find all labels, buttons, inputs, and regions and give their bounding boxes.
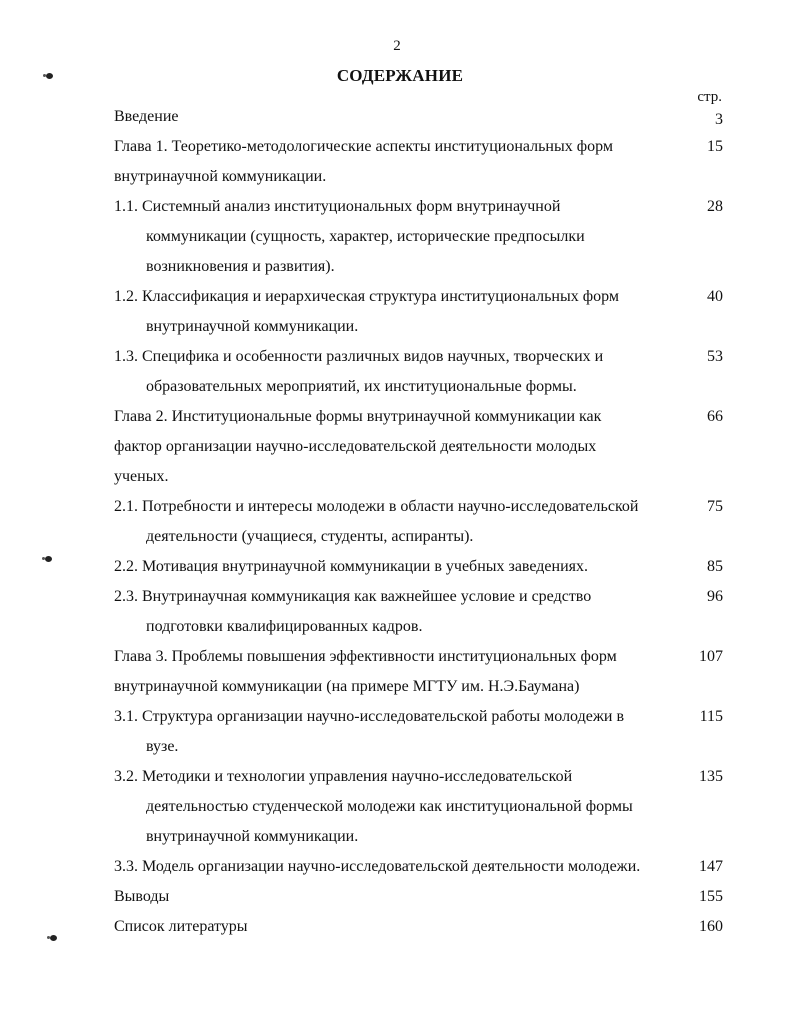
toc-entry-title: 1.3. Специфика и особенности различных видов научных, творческих и образовательных мероприятий, их институциональные формы. <box>114 348 604 395</box>
toc-entry-references <box>114 912 726 942</box>
page-number: 2 <box>393 38 401 54</box>
toc-entry-title: 3.1. Структура организации научно-исследовательской работы молодежи в вузе. <box>114 708 625 755</box>
toc-entry-page: 155 <box>699 888 723 905</box>
toc-entry-title: Глава 2. Институциональные формы внутринаучной коммуникации как фактор организации научно-исследовательской деятельности молодых ученых. <box>114 408 602 485</box>
toc-entry-title: 1.2. Классификация и иерархическая структура институциональных форм внутринаучной коммуникации. <box>114 288 619 335</box>
toc-entry-title: Список литературы <box>114 918 248 935</box>
toc-entry-title: 2.3. Внутринаучная коммуникация как важнейшее условие и средство подготовки квалифицированных кадров. <box>114 588 592 635</box>
toc-entry-introduction <box>114 102 726 132</box>
scan-hole-mark <box>46 73 53 79</box>
toc-entry-title: 2.2. Мотивация внутринаучной коммуникации в учебных заведениях. <box>114 558 588 575</box>
toc-entry-page: 115 <box>699 708 723 725</box>
toc-entry-title: 1.1. Системный анализ институциональных форм внутринаучной коммуникации (сущность, характер, исторические предпосылки возникновения и развития). <box>114 198 585 275</box>
toc-entry-title: Глава 3. Проблемы повышения эффективности институциональных форм внутринаучной коммуникации (на примере МГТУ им. Н.Э.Баумана) <box>114 648 617 695</box>
toc-entry-section-3-3 <box>114 852 726 882</box>
toc-entry-conclusions <box>114 882 726 912</box>
toc-entry-page: 3 <box>715 111 723 128</box>
toc-entry-page: 15 <box>707 138 723 155</box>
scan-hole-mark <box>45 556 52 562</box>
toc-entry-section-3-2 <box>114 762 726 852</box>
page-title: СОДЕРЖАНИЕ <box>336 66 464 85</box>
toc-entry-page: 147 <box>699 858 723 875</box>
toc-entry-page: 53 <box>707 348 723 365</box>
toc-entry-page: 85 <box>707 558 723 575</box>
toc-entry-page: 107 <box>699 648 723 665</box>
toc-entry-section-1-2 <box>114 282 726 342</box>
toc-entry-title: Глава 1. Теоретико-методологические аспекты институциональных форм внутринаучной коммуникации. <box>114 138 613 185</box>
toc-entry-section-2-2 <box>114 552 726 582</box>
toc-entry-section-2-1 <box>114 492 726 552</box>
toc-entry-chapter-2 <box>114 402 726 492</box>
toc-entry-page: 28 <box>707 198 723 215</box>
toc-entry-title: 3.2. Методики и технологии управления научно-исследовательской деятельностью студенческой молодежи как институциональной формы внутринаучной коммуникации. <box>114 768 633 845</box>
toc-entry-title: 3.3. Модель организации научно-исследовательской деятельности молодежи. <box>114 858 641 875</box>
toc-entry-section-1-3 <box>114 342 726 402</box>
toc-entry-page: 40 <box>707 288 723 305</box>
toc-entry-title: 2.1. Потребности и интересы молодежи в области научно-исследовательской деятельности (учащиеся, студенты, аспиранты). <box>114 498 639 545</box>
toc-entry-chapter-1 <box>114 132 726 192</box>
toc-entry-page: 66 <box>707 408 723 425</box>
toc-entry-page: 75 <box>707 498 723 515</box>
table-of-contents <box>114 102 726 942</box>
toc-entry-section-3-1 <box>114 702 726 762</box>
toc-entry-title: Выводы <box>114 888 170 905</box>
toc-entry-title: Введение <box>114 108 179 125</box>
toc-entry-page: 135 <box>699 768 723 785</box>
scan-hole-mark <box>50 935 57 941</box>
page-column-label: стр. <box>697 89 722 105</box>
toc-entry-page: 96 <box>707 588 723 605</box>
toc-entry-page: 160 <box>699 918 723 935</box>
toc-entry-chapter-3 <box>114 642 726 702</box>
toc-entry-section-1-1 <box>114 192 726 282</box>
toc-entry-section-2-3 <box>114 582 726 642</box>
